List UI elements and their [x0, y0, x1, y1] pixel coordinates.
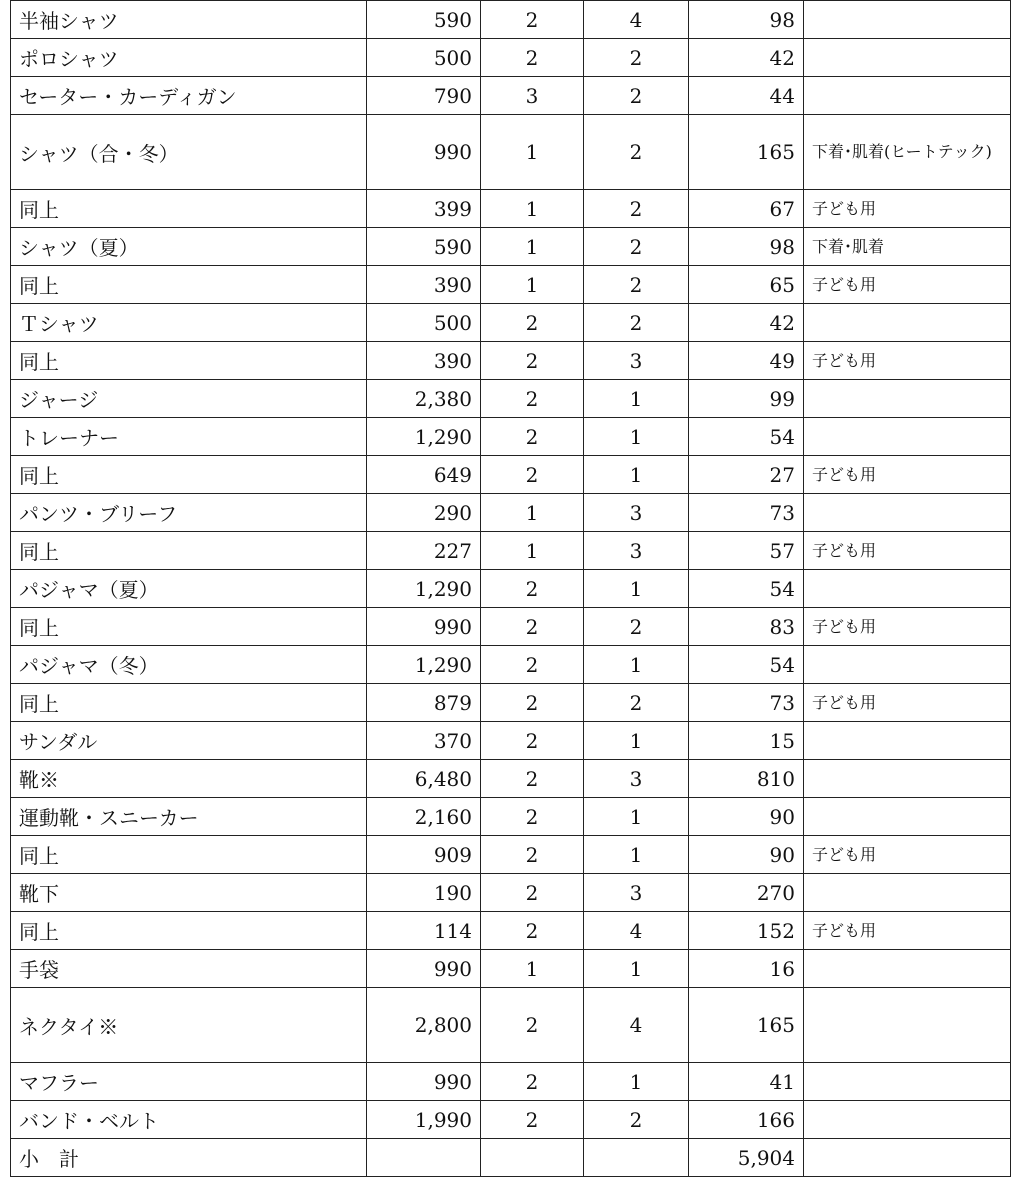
price-cell: 2,380: [367, 380, 481, 418]
count-b-cell: 2: [584, 684, 689, 722]
price-cell: 909: [367, 836, 481, 874]
count-b-cell: 1: [584, 798, 689, 836]
count-a-cell: 1: [481, 115, 584, 190]
item-cell: 同上: [11, 836, 367, 874]
count-a-cell: 2: [481, 836, 584, 874]
amount-cell: 15: [689, 722, 804, 760]
table-row: [11, 950, 1011, 988]
amount-cell: 98: [689, 228, 804, 266]
item-cell: 同上: [11, 456, 367, 494]
amount-cell: 42: [689, 39, 804, 77]
amount-cell: 165: [689, 988, 804, 1063]
count-a-cell: 2: [481, 646, 584, 684]
price-cell: 1,290: [367, 646, 481, 684]
note-cell: [804, 304, 1011, 342]
count-b-cell: 4: [584, 988, 689, 1063]
count-b-cell: 1: [584, 836, 689, 874]
price-cell: 500: [367, 304, 481, 342]
count-a-cell: 2: [481, 570, 584, 608]
note-cell: 子ども用: [804, 608, 1011, 646]
count-a-cell: 2: [481, 608, 584, 646]
count-b-cell: 1: [584, 570, 689, 608]
note-cell: [804, 39, 1011, 77]
price-cell: 1,290: [367, 570, 481, 608]
count-b-cell: 1: [584, 1063, 689, 1101]
count-b-cell: 1: [584, 380, 689, 418]
count-b-cell: 1: [584, 646, 689, 684]
item-cell: サンダル: [11, 722, 367, 760]
table-row: [11, 912, 1011, 950]
price-cell: 590: [367, 1, 481, 39]
count-b-cell: 3: [584, 532, 689, 570]
count-a-cell: 2: [481, 874, 584, 912]
count-b-cell: 2: [584, 190, 689, 228]
count-b-cell: 1: [584, 722, 689, 760]
note-cell: 子ども用: [804, 532, 1011, 570]
price-cell: 990: [367, 115, 481, 190]
item-cell: マフラー: [11, 1063, 367, 1101]
note-cell: 子ども用: [804, 266, 1011, 304]
count-b-cell: 2: [584, 39, 689, 77]
table-row: [11, 190, 1011, 228]
note-cell: [804, 874, 1011, 912]
price-cell: 190: [367, 874, 481, 912]
table-row: [11, 39, 1011, 77]
table-row: [11, 342, 1011, 380]
table-row: [11, 304, 1011, 342]
price-cell: 390: [367, 342, 481, 380]
item-cell: トレーナー: [11, 418, 367, 456]
item-cell: 同上: [11, 342, 367, 380]
price-cell: 6,480: [367, 760, 481, 798]
count-a-cell: 2: [481, 988, 584, 1063]
count-a-cell: 1: [481, 494, 584, 532]
amount-cell: 49: [689, 342, 804, 380]
count-b-cell: 3: [584, 874, 689, 912]
amount-cell: 65: [689, 266, 804, 304]
item-cell: 運動靴・スニーカー: [11, 798, 367, 836]
item-cell: パジャマ（夏）: [11, 570, 367, 608]
item-cell: シャツ（夏）: [11, 228, 367, 266]
count-b-cell: 2: [584, 304, 689, 342]
count-a-cell: 2: [481, 722, 584, 760]
count-a-cell: 2: [481, 342, 584, 380]
item-cell: シャツ（合・冬）: [11, 115, 367, 190]
note-cell: [804, 570, 1011, 608]
count-a-cell: 2: [481, 39, 584, 77]
amount-cell: 44: [689, 77, 804, 115]
amount-cell: 166: [689, 1101, 804, 1139]
amount-cell: 16: [689, 950, 804, 988]
count-b-cell: 1: [584, 418, 689, 456]
table-row: [11, 608, 1011, 646]
note-cell: 子ども用: [804, 684, 1011, 722]
item-cell: セーター・カーディガン: [11, 77, 367, 115]
price-cell: 990: [367, 608, 481, 646]
table-row: [11, 836, 1011, 874]
count-b-cell: 4: [584, 1, 689, 39]
note-cell: [804, 1, 1011, 39]
count-a-cell: 2: [481, 1101, 584, 1139]
count-b-cell: 3: [584, 760, 689, 798]
amount-cell: 98: [689, 1, 804, 39]
table-row: [11, 760, 1011, 798]
table-row: [11, 684, 1011, 722]
count-a-cell: 2: [481, 304, 584, 342]
table-row: [11, 77, 1011, 115]
count-b-cell: 2: [584, 1101, 689, 1139]
price-cell: 114: [367, 912, 481, 950]
item-cell: パジャマ（冬）: [11, 646, 367, 684]
subtotal-label: 小 計: [11, 1139, 367, 1177]
item-cell: 手袋: [11, 950, 367, 988]
note-cell: [804, 1063, 1011, 1101]
item-cell: 半袖シャツ: [11, 1, 367, 39]
table-row: [11, 874, 1011, 912]
item-cell: ジャージ: [11, 380, 367, 418]
empty-cell: [367, 1139, 481, 1177]
count-a-cell: 2: [481, 418, 584, 456]
count-a-cell: 1: [481, 532, 584, 570]
amount-cell: 54: [689, 646, 804, 684]
table-row: [11, 456, 1011, 494]
table-row: [11, 1101, 1011, 1139]
item-cell: 同上: [11, 684, 367, 722]
count-b-cell: 4: [584, 912, 689, 950]
item-cell: 靴※: [11, 760, 367, 798]
note-cell: 下着･肌着: [804, 228, 1011, 266]
amount-cell: 73: [689, 684, 804, 722]
item-cell: パンツ・ブリーフ: [11, 494, 367, 532]
count-a-cell: 2: [481, 684, 584, 722]
count-a-cell: 2: [481, 456, 584, 494]
note-cell: [804, 722, 1011, 760]
amount-cell: 99: [689, 380, 804, 418]
note-cell: 子ども用: [804, 456, 1011, 494]
empty-cell: [804, 1139, 1011, 1177]
table-row: [11, 798, 1011, 836]
count-a-cell: 2: [481, 380, 584, 418]
note-cell: [804, 77, 1011, 115]
item-cell: 同上: [11, 190, 367, 228]
price-cell: 649: [367, 456, 481, 494]
amount-cell: 83: [689, 608, 804, 646]
item-cell: ポロシャツ: [11, 39, 367, 77]
amount-cell: 54: [689, 418, 804, 456]
table-row: [11, 988, 1011, 1063]
count-b-cell: 2: [584, 228, 689, 266]
note-cell: 下着･肌着(ヒートテック): [804, 115, 1011, 190]
amount-cell: 270: [689, 874, 804, 912]
table-row: [11, 532, 1011, 570]
item-cell: ネクタイ※: [11, 988, 367, 1063]
amount-cell: 152: [689, 912, 804, 950]
item-cell: 同上: [11, 608, 367, 646]
table-row: [11, 1063, 1011, 1101]
price-cell: 990: [367, 1063, 481, 1101]
expense-table: [10, 0, 1011, 1177]
table-row: [11, 494, 1011, 532]
amount-cell: 57: [689, 532, 804, 570]
price-cell: 990: [367, 950, 481, 988]
price-cell: 590: [367, 228, 481, 266]
item-cell: バンド・ベルト: [11, 1101, 367, 1139]
item-cell: Ｔシャツ: [11, 304, 367, 342]
count-a-cell: 2: [481, 760, 584, 798]
amount-cell: 42: [689, 304, 804, 342]
price-cell: 227: [367, 532, 481, 570]
note-cell: [804, 798, 1011, 836]
table-row: [11, 646, 1011, 684]
amount-cell: 90: [689, 798, 804, 836]
note-cell: 子ども用: [804, 836, 1011, 874]
count-b-cell: 2: [584, 115, 689, 190]
table-row: [11, 722, 1011, 760]
count-b-cell: 2: [584, 77, 689, 115]
note-cell: [804, 1101, 1011, 1139]
amount-cell: 73: [689, 494, 804, 532]
count-b-cell: 1: [584, 950, 689, 988]
price-cell: 370: [367, 722, 481, 760]
item-cell: 靴下: [11, 874, 367, 912]
table-row: [11, 115, 1011, 190]
count-a-cell: 2: [481, 1063, 584, 1101]
count-b-cell: 1: [584, 456, 689, 494]
note-cell: 子ども用: [804, 190, 1011, 228]
note-cell: [804, 494, 1011, 532]
count-a-cell: 3: [481, 77, 584, 115]
note-cell: 子ども用: [804, 912, 1011, 950]
count-b-cell: 3: [584, 342, 689, 380]
amount-cell: 810: [689, 760, 804, 798]
count-a-cell: 1: [481, 950, 584, 988]
count-a-cell: 2: [481, 1, 584, 39]
empty-cell: [481, 1139, 584, 1177]
price-cell: 399: [367, 190, 481, 228]
note-cell: [804, 760, 1011, 798]
price-cell: 1,290: [367, 418, 481, 456]
price-cell: 390: [367, 266, 481, 304]
amount-cell: 165: [689, 115, 804, 190]
subtotal-row: [11, 1139, 1011, 1177]
count-a-cell: 2: [481, 912, 584, 950]
price-cell: 879: [367, 684, 481, 722]
amount-cell: 90: [689, 836, 804, 874]
count-a-cell: 1: [481, 228, 584, 266]
note-cell: [804, 988, 1011, 1063]
count-b-cell: 2: [584, 266, 689, 304]
table-row: [11, 418, 1011, 456]
table-row: [11, 380, 1011, 418]
price-cell: 2,800: [367, 988, 481, 1063]
note-cell: [804, 418, 1011, 456]
note-cell: [804, 380, 1011, 418]
count-a-cell: 1: [481, 190, 584, 228]
table-row: [11, 228, 1011, 266]
count-b-cell: 3: [584, 494, 689, 532]
count-b-cell: 2: [584, 608, 689, 646]
note-cell: [804, 646, 1011, 684]
table-body: [11, 1, 1011, 1177]
item-cell: 同上: [11, 266, 367, 304]
subtotal-amount: 5,904: [689, 1139, 804, 1177]
amount-cell: 41: [689, 1063, 804, 1101]
price-cell: 290: [367, 494, 481, 532]
note-cell: 子ども用: [804, 342, 1011, 380]
item-cell: 同上: [11, 912, 367, 950]
count-a-cell: 2: [481, 798, 584, 836]
table-row: [11, 1, 1011, 39]
amount-cell: 67: [689, 190, 804, 228]
price-cell: 790: [367, 77, 481, 115]
price-cell: 1,990: [367, 1101, 481, 1139]
item-cell: 同上: [11, 532, 367, 570]
count-a-cell: 1: [481, 266, 584, 304]
note-cell: [804, 950, 1011, 988]
price-cell: 2,160: [367, 798, 481, 836]
empty-cell: [584, 1139, 689, 1177]
table-row: [11, 570, 1011, 608]
table-row: [11, 266, 1011, 304]
amount-cell: 54: [689, 570, 804, 608]
amount-cell: 27: [689, 456, 804, 494]
price-cell: 500: [367, 39, 481, 77]
